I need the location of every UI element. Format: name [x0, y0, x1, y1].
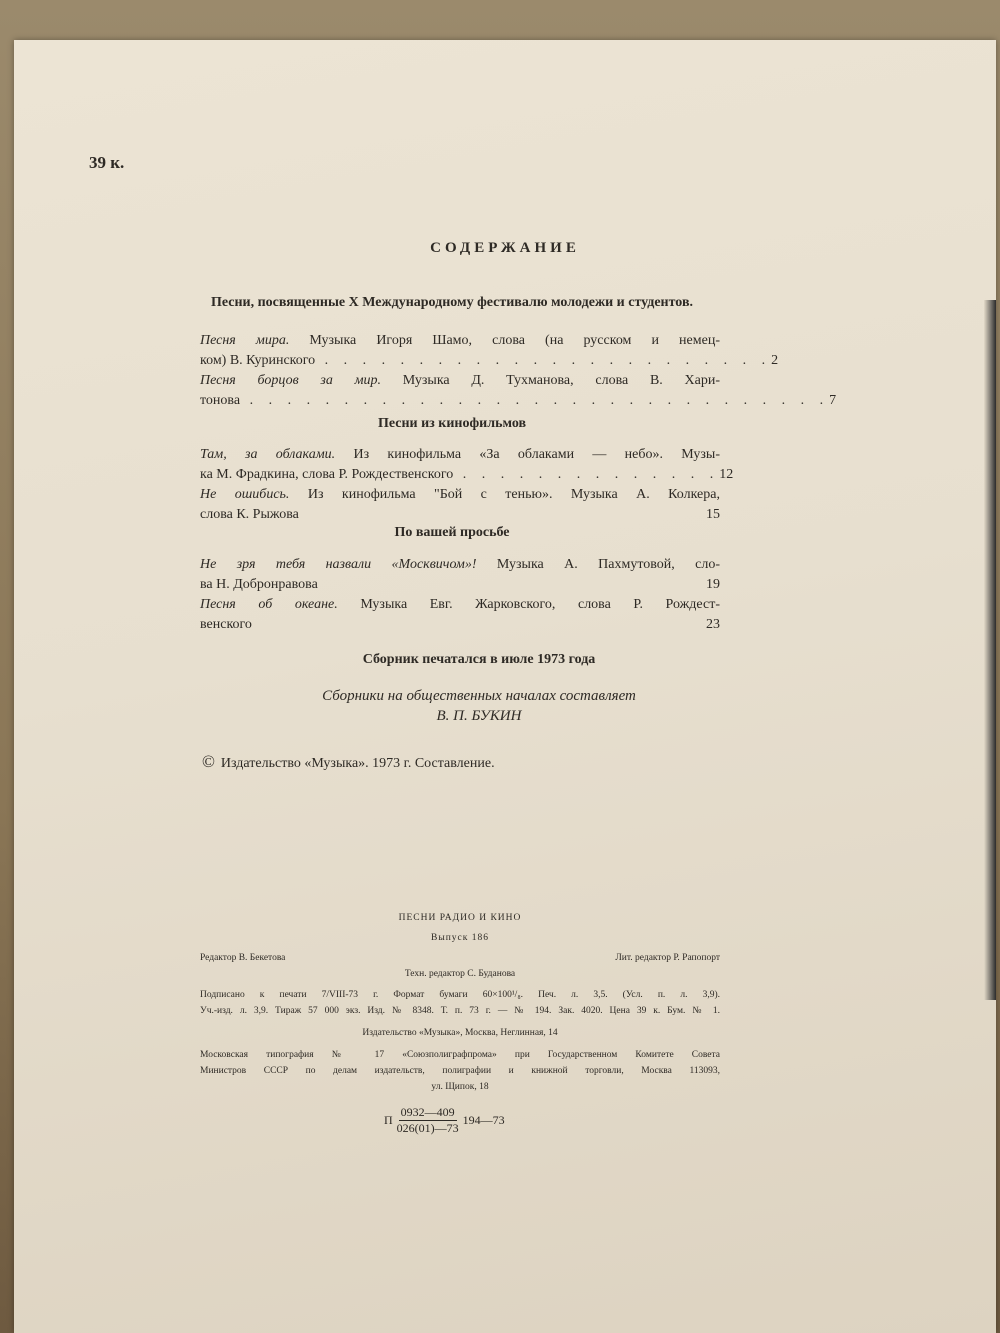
page-number: 23 [706, 617, 720, 632]
imprint-publisher: Издательство «Музыка», Москва, Неглинная, 14 [362, 1028, 558, 1038]
toc-entry [200, 595, 720, 635]
imprint-editors [200, 950, 720, 966]
page-number: 15 [706, 507, 720, 522]
song-credits: Из кинофильма "Бой с тенью». Музыка А. Колкера, [289, 487, 720, 502]
song-title: Песня об океане. [200, 597, 338, 612]
song-title: Не зря тебя назвали «Москвичом»! [200, 557, 477, 572]
toc-entry [200, 555, 720, 595]
song-credits-cont: слова К. Рыжова [200, 507, 299, 522]
toc-entry-line-1 [200, 445, 720, 465]
imprint-tech-editor: Техн. редактор С. Буданова [404, 969, 516, 979]
imprint-printer-3: ул. Щипок, 18 [431, 1082, 489, 1092]
catalog-code-fraction [395, 1105, 461, 1136]
book-page [14, 40, 996, 1333]
toc-entry [200, 371, 837, 411]
compiler-name: В. П. БУКИН [436, 708, 522, 724]
song-credits-cont: тонова [200, 393, 241, 408]
catalog-code [384, 1105, 505, 1136]
toc-entry-line-2: ком) В. Куринского . . . . . . . . . . . . . . . . . . . . . . . . 2 [200, 351, 720, 371]
song-title: Песня мира. [200, 333, 290, 348]
imprint-series: ПЕСНИ РАДИО И КИНО [398, 913, 522, 923]
song-credits: Музыка Евг. Жарковского, слова Р. Рождест- [337, 597, 720, 612]
section-heading-films: Песни из кинофильмов [377, 416, 527, 431]
toc-entry-line-1 [200, 331, 720, 351]
toc-entry-line-2: ка М. Фрадкина, слова Р. Рождественского . . . . . . . . . . . . . . 12 [200, 465, 720, 485]
song-credits: Музыка Д. Тухманова, слова В. Хари- [381, 373, 721, 388]
page-number: 19 [706, 577, 720, 592]
song-credits-cont: ка М. Фрадкина, слова Р. Рождественского [200, 467, 454, 482]
toc-entry-line-2 [200, 505, 720, 525]
toc-entry-line-1 [200, 371, 720, 391]
copyright-notice [202, 752, 495, 772]
contents-title: СОДЕРЖАНИЕ [430, 240, 580, 256]
toc-entry [200, 331, 779, 371]
toc-entry-line-1 [200, 595, 720, 615]
page-number: 2 [771, 353, 779, 368]
copyright-text: Издательство «Музыка». 1973 г. Составление. [220, 756, 495, 771]
song-credits: Из кинофильма «За облаками — небо». Музы- [335, 447, 720, 462]
page-number: 7 [829, 393, 837, 408]
toc-entry [200, 485, 720, 525]
song-credits-cont: венского [200, 617, 252, 632]
printed-note: Сборник печатался в июле 1973 года [362, 652, 596, 667]
toc-entry [200, 445, 734, 485]
catalog-code-numerator: 0932—409 [400, 1105, 455, 1119]
song-title: Песня борцов за мир. [200, 373, 382, 388]
toc-entry-line-1 [200, 485, 720, 505]
song-title: Там, за облаками. [200, 447, 336, 462]
imprint-issue: Выпуск 186 [430, 933, 489, 943]
imprint-details-1: Подписано к печати 7/VIII-73 г. Формат бумаги 60×100¹/₈. Печ. л. 3,5. (Усл. п. л. 3,9). [200, 990, 720, 1000]
imprint-printer-1: Московская типография № 17 «Союзполиграфпрома» при Государственном Комитете Совета [200, 1050, 720, 1060]
section-heading-requests: По вашей просьбе [394, 525, 510, 540]
song-credits-cont: ва Н. Добронравова [200, 577, 318, 592]
toc-entry-line-2 [200, 575, 720, 595]
song-credits-cont: ком) В. Куринского [200, 353, 316, 368]
toc-entry-line-2 [200, 615, 720, 635]
page-number: 12 [719, 467, 734, 482]
compiler-line: Сборники на общественных началах составляет [322, 688, 636, 704]
catalog-code-prefix: П [384, 1113, 393, 1127]
catalog-code-suffix: 194—73 [462, 1113, 505, 1127]
imprint-details-2: Уч.-изд. л. 3,9. Тираж 57 000 экз. Изд. № 8348. Т. п. 73 г. — № 194. Зак. 4020. Цена 39 к. Бум. № 1. [200, 1006, 720, 1016]
section-heading-festival: Песни, посвященные X Международному фестивалю молодежи и студентов. [210, 295, 694, 310]
toc-entry-line-2: тонова . . . . . . . . . . . . . . . . . . . . . . . . . . . . . . . 7 [200, 391, 720, 411]
price-label: 39 к. [89, 153, 125, 172]
book-spine-edge [984, 300, 996, 1000]
imprint-editor: Редактор В. Бекетова [200, 953, 286, 963]
song-title: Не ошибись. [200, 487, 290, 502]
catalog-code-denominator: 026(01)—73 [396, 1121, 459, 1135]
song-credits: Музыка Игоря Шамо, слова (на русском и немец- [289, 333, 720, 348]
imprint-printer-2: Министров СССР по делам издательств, полиграфии и книжной торговли, Москва 113093, [200, 1066, 720, 1076]
imprint-lit-editor: Лит. редактор Р. Рапопорт [615, 953, 720, 963]
toc-entry-line-1 [200, 555, 720, 575]
copyright-icon: © [202, 752, 215, 771]
song-credits: Музыка А. Пахмутовой, сло- [476, 557, 720, 572]
